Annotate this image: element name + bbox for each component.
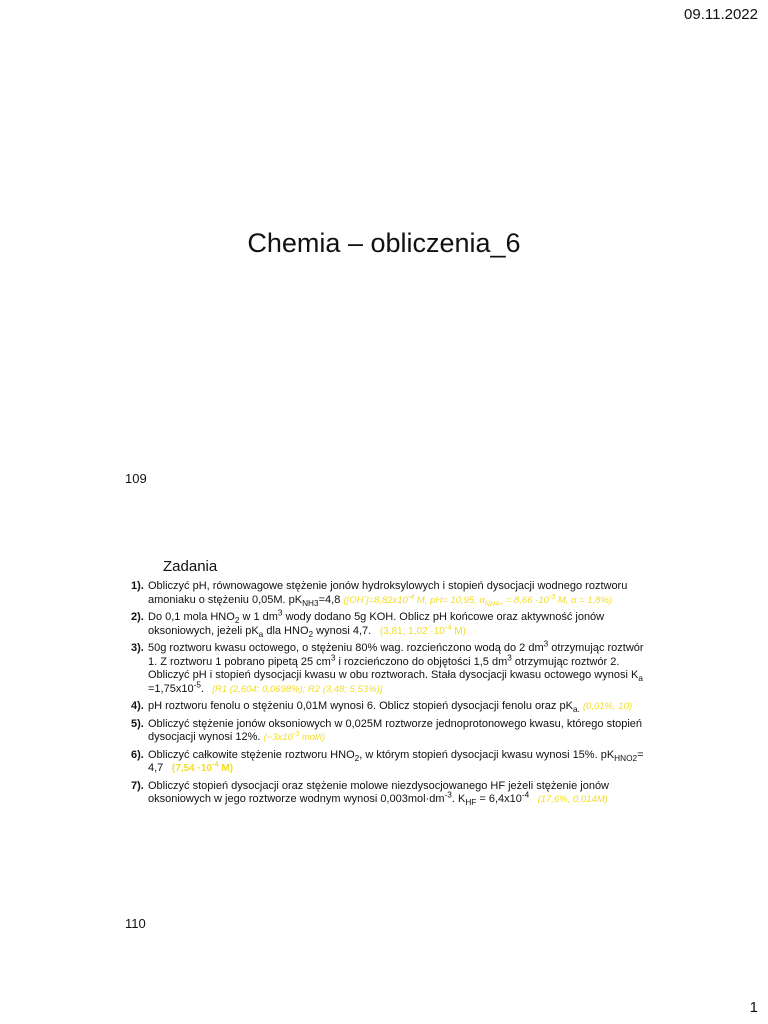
task-answer: (3,81; $1,02 \cdot 10^{-4}$ M) — [379, 622, 466, 637]
task-text: = 4,7 — [148, 748, 644, 774]
task-answer: (17,6%, 0,014M) — [537, 794, 608, 805]
task-text: = 6,4x10 — [476, 793, 522, 805]
slide-title: Chemia – obliczenia_6 — [247, 228, 521, 258]
subscript: 2 — [354, 753, 360, 763]
task-item-7 — [131, 780, 651, 807]
task-text: Do 0,1 mola HNO — [148, 611, 235, 623]
task-text: otrzymując roztwór 2. Obliczyć pH i stopień dysocjacji kwasu w obu roztworach. Stała dysocjacji kwasu octowego wynosi K — [148, 655, 639, 681]
task-number: 2). — [131, 611, 144, 623]
task-text: =4,8 — [318, 593, 341, 606]
slide-number-110: 110 — [125, 916, 146, 931]
task-answer: (0,01%, 10) — [582, 701, 633, 712]
task-text: . K — [451, 793, 466, 805]
subscript: 2 — [234, 616, 240, 626]
task-item-1 — [131, 580, 651, 607]
task-text: dla HNO — [263, 624, 309, 637]
task-number: 3). — [131, 642, 144, 654]
task-text: w 1 dm — [239, 611, 278, 623]
subscript: a. — [572, 705, 580, 715]
task-text: . — [200, 682, 204, 695]
task-text: pH roztworu fenolu o stężeniu 0,01M wynosi 6. Oblicz stopień dysocjacji fenolu oraz pK — [148, 700, 573, 712]
subscript: NH3 — [302, 598, 319, 608]
task-item-2 — [131, 608, 651, 639]
page-number: 1 — [749, 999, 758, 1016]
task-text: , w którym stopień dysocjacji kwasu wynosi 15%. pK — [359, 748, 615, 761]
task-list — [131, 580, 651, 811]
superscript: -5 — [193, 679, 201, 689]
superscript: 3 — [507, 652, 512, 662]
superscript: 3 — [330, 652, 336, 662]
task-answer: ($7,54 \cdot 10^{-4}$ M) — [171, 759, 234, 774]
task-item-5 — [131, 718, 651, 745]
task-number: 5). — [131, 717, 144, 730]
task-number: 4). — [131, 700, 144, 712]
task-answer: ($\sim 3x10^{-3}$ mol/l) — [263, 729, 326, 743]
task-text: =1,75x10 — [148, 682, 194, 695]
task-text: Obliczyć stężenie jonów oksoniowych w 0,025M roztworze jednoprotonowego kwasu, którego stopień dysocjacji wynosi 12%. — [148, 717, 643, 743]
superscript: 3 — [543, 639, 549, 649]
section-heading-zadania: Zadania — [163, 558, 218, 575]
superscript: -3 — [444, 790, 452, 800]
task-text: Obliczyć stopień dysocjacji oraz stężenie molowe niezdysocjowanego HF jeżeli stężenie jonów oksoniowych w jego roztworze wodnym wynosi 0,003mol·dm — [148, 779, 610, 805]
task-number: 6). — [131, 748, 144, 761]
superscript: -4 — [521, 790, 530, 800]
slide-number-109: 109 — [125, 471, 147, 486]
task-item-3 — [131, 639, 651, 696]
superscript: 3 — [277, 608, 283, 618]
subscript: a — [258, 629, 264, 639]
subscript: 2 — [308, 629, 314, 639]
subscript: a — [638, 674, 643, 684]
task-text: Obliczyć pH, równowagowe stężenie jonów hydroksylowych i stopień dysocjacji wodnego roztworu amoniaku o stężeniu 0,05M. pK — [148, 580, 628, 606]
task-text: wynosi 4,7. — [313, 624, 372, 637]
task-text: Obliczyć całkowite stężenie roztworu HNO — [148, 748, 355, 761]
task-answer: [R1 (2,604; 0,0698%); R2 (3,48; 5,53%)] — [212, 683, 383, 695]
task-answer: ($[OH^-]=8,82x10^{-4}$ M, pH= 10,95, $\alpha_{NH4+} = 8,66 \cdot 10^{-3}$ M, α = 1,8%) — [343, 592, 613, 608]
task-number: 1). — [131, 580, 144, 592]
subscript: HF — [465, 798, 477, 808]
task-text: wody dodano 5g KOH. Oblicz pH końcowe oraz aktywność jonów oksoniowych, jeżeli pK — [148, 611, 605, 637]
task-text: i rozcieńczono do objętości 1,5 dm — [335, 655, 508, 668]
date-label: 09.11.2022 — [684, 6, 758, 23]
task-item-4 — [131, 700, 651, 714]
task-text: otrzymując roztwór 1. Z roztworu 1 pobrano pipetą 25 cm — [148, 642, 644, 668]
task-item-6 — [131, 749, 651, 776]
subscript: HNO2 — [614, 753, 638, 763]
task-text: 50g roztworu kwasu octowego, o stężeniu 80% wag. rozcieńczono wodą do 2 dm — [148, 642, 544, 654]
task-number: 7). — [131, 779, 144, 792]
